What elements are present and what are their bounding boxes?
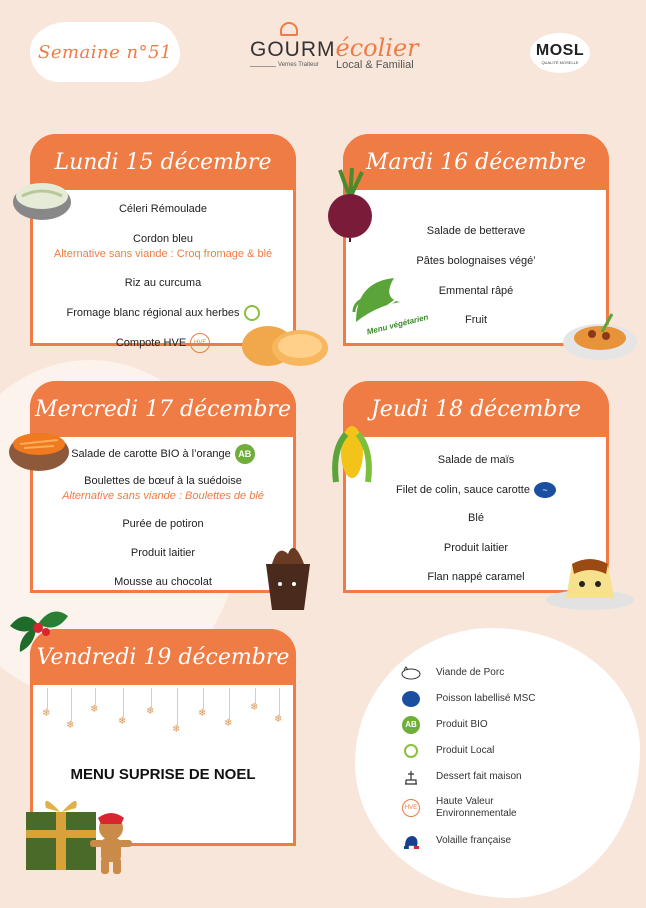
brand-part2: écolier [335,34,419,62]
mosl-logo-text: MOSL [535,41,585,59]
menu-item: Purée de potiron [122,518,204,530]
homemade-dessert-icon [400,768,422,786]
madeleine-image [238,322,330,370]
menu-item: Salade de maïs [437,454,515,466]
legend-item: Produit Local [400,742,556,760]
day-card-wednesday [30,381,296,593]
menu-item: Boulettes de bœuf à la suédoise Alternative sans viande : Boulettes de blé [33,475,293,502]
mosl-logo [530,33,590,73]
menu-item: Flan nappé caramel [427,571,525,583]
ab-bio-icon: AB [400,716,422,734]
pig-icon [400,664,422,682]
menu-item: Riz au curcuma [124,277,202,289]
brand-sub1: Vernes Traiteur [278,62,319,68]
celeri-bowl-image [12,178,72,222]
day-title: Mercredi 17 décembre [35,396,291,422]
legend-item: AB Produit BIO [400,716,556,734]
menu-item: Fruit [465,314,487,326]
day-title: Lundi 15 décembre [54,149,272,175]
hve-icon: HVE [190,333,210,353]
msc-fish-icon [400,690,422,708]
local-product-icon [244,305,260,321]
gourmecolier-logo [250,22,440,74]
day-header [343,381,609,437]
menu-item: Pâtes bolognaises végé’ [416,255,536,267]
day-title: Vendredi 19 décembre [36,644,290,670]
alternative-text: Alternative sans viande : Boulettes de blé [62,490,264,502]
carrot-salad-bowl-image [8,426,70,472]
special-menu-title: MENU SUPRISE DE NOEL [70,766,256,783]
week-label: Semaine n°51 [37,41,172,63]
menu-item: Salade de betterave [426,225,526,237]
menu-item: Blé [468,512,484,524]
spaghetti-plate-image [562,312,638,362]
gingerbread-man-image [88,812,134,876]
alternative-text: Alternative sans viande : Croq fromage & blé [53,248,273,260]
legend-item: HVE Haute Valeur Environnementale [400,796,556,820]
menu-item: Cordon bleu Alternative sans viande : Croq fromage & blé [33,233,293,260]
menu-item: Produit laitier [443,542,509,554]
day-title: Mardi 16 décembre [365,149,587,175]
beetroot-image [322,168,378,242]
day-title: Jeudi 18 décembre [370,396,582,422]
msc-fish-icon: ~ [534,482,556,498]
menu-item: Produit laitier [130,547,196,559]
local-product-icon [400,742,422,760]
menu-item: Mousse au chocolat [114,576,212,588]
legend-item: Dessert fait maison [400,768,556,786]
menu-item: Salade de carotte BIO à l’orange AB [33,444,293,464]
chocolate-mousse-image [258,538,318,612]
day-card-monday [30,134,296,349]
menu-item: Filet de colin, sauce carotte ~ [346,482,606,498]
menu-vegetarien-icon [346,272,436,340]
holly-icon [6,598,70,654]
brand-part1: GOURM [250,38,336,61]
menu-item: Compote HVE HVE [33,333,293,353]
menu-item: Emmental râpé [438,285,514,297]
brand-sub2: Local & Familial [336,59,414,71]
flan-image [544,548,636,612]
mosl-sub: QUALITÉ MOSELLE [541,59,579,65]
menu-item: Fromage blanc régional aux herbes [33,305,293,321]
christmas-decor: ❄ ❄ ❄ ❄ ❄ ❄ ❄ ❄ ❄ ❄ MENU SUPRISE DE NOEL [33,688,293,843]
menu-item: Céleri Rémoulade [118,203,208,215]
logo-divider [250,66,276,67]
ab-bio-icon: AB [235,444,255,464]
legend-item: Volaille française [400,832,556,850]
french-poultry-icon [400,832,422,850]
corn-image [330,420,374,486]
day-header [343,134,609,190]
hve-icon: HVE [400,799,422,817]
legend-item: Poisson labellisé MSC [400,690,556,708]
menu-vegetarien-label: Menu végétarien [365,312,430,337]
week-badge [30,22,180,82]
legend-item: Viande de Porc [400,664,556,682]
